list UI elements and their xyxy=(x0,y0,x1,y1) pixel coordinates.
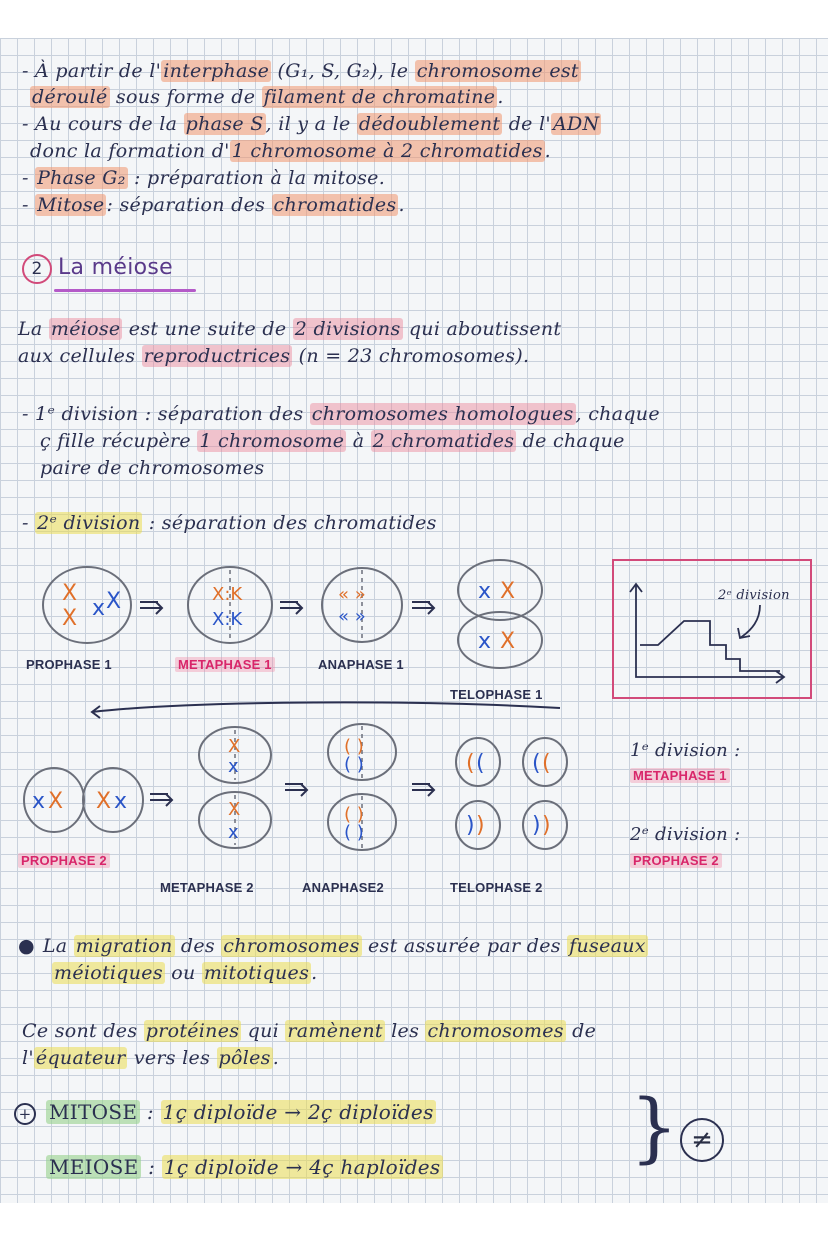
plus-icon: + xyxy=(14,1103,36,1125)
division1-line-1: - 1ᵉ division : séparation des chromosomes homologues , chaque xyxy=(22,403,660,425)
summary-meiose: MEIOSE : 1ç diploïde → 4ç haploïdes xyxy=(46,1155,443,1179)
label-prophase1: PROPHASE 1 xyxy=(26,657,112,672)
section-title: 2 La méiose xyxy=(22,254,173,284)
side-division1-value: METAPHASE 1 xyxy=(630,768,730,783)
svg-text:« »: « » xyxy=(338,606,366,627)
svg-text:x: x xyxy=(228,756,239,777)
svg-text:X: X xyxy=(228,799,241,820)
meiose-definition-line-2: aux cellules reproductrices (n = 23 chromosomes). xyxy=(18,345,530,367)
intro-line-3: - Au cours de la phase S , il y a le dédoublement de l' ADN xyxy=(22,113,600,135)
summary-mitose: + MITOSE : 1ç diploïde → 2ç diploïdes xyxy=(14,1100,436,1125)
label-telophase2: TELOPHASE 2 xyxy=(450,880,543,895)
division2-line: - 2ᵉ division : séparation des chromatides xyxy=(22,512,437,534)
svg-text:x: x xyxy=(228,822,239,843)
svg-text:( ): ( ) xyxy=(344,736,364,757)
label-metaphase2: METAPHASE 2 xyxy=(160,880,254,895)
intro-line-6: - Mitose : séparation des chromatides . xyxy=(22,194,405,216)
intro-line-2: déroulé sous forme de filament de chromatine . xyxy=(32,86,504,108)
svg-text:(: ( xyxy=(466,751,475,776)
side-division2-value: PROPHASE 2 xyxy=(630,853,722,868)
svg-text:X:K: X:K xyxy=(212,609,243,630)
svg-text:( ): ( ) xyxy=(344,822,364,843)
svg-text:X: X xyxy=(62,606,78,631)
label-anaphase1: ANAPHASE 1 xyxy=(318,657,404,672)
proteins-line-1: Ce sont des protéines qui ramènent les chromosomes de xyxy=(22,1020,597,1042)
svg-text:X: X xyxy=(96,789,112,814)
svg-text:): ) xyxy=(466,813,475,838)
svg-text:): ) xyxy=(542,813,551,838)
svg-text:« »: « » xyxy=(338,584,366,605)
svg-text:x: x xyxy=(478,629,492,654)
svg-text:(: ( xyxy=(542,751,551,776)
label-anaphase2: ANAPHASE2 xyxy=(302,880,384,895)
svg-text:x: x xyxy=(478,579,492,604)
not-equal-icon: ≠ xyxy=(680,1118,724,1162)
svg-text:(: ( xyxy=(476,751,485,776)
migration-line-1: ● La migration des chromosomes est assurée par des fuseaux xyxy=(18,935,646,957)
graph-label: 2ᵉ division xyxy=(718,588,790,603)
summary-brace: } xyxy=(630,1082,679,1171)
intro-line-1: - À partir de l' interphase (G₁, S, G₂), le chromosome est xyxy=(22,60,579,82)
label-prophase2: PROPHASE 2 xyxy=(18,853,110,868)
division1-line-3: paire de chromosomes xyxy=(40,457,265,479)
svg-text:X: X xyxy=(62,581,78,606)
side-division2: 2ᵉ division : xyxy=(630,824,741,845)
migration-line-2: méiotiques ou mitotiques . xyxy=(54,962,318,984)
svg-text:X:K: X:K xyxy=(212,584,243,605)
svg-text:): ) xyxy=(476,813,485,838)
svg-text:( ): ( ) xyxy=(344,754,364,775)
division1-line-2: ç fille récupère 1 chromosome à 2 chromatides de chaque xyxy=(40,430,625,452)
svg-text:x: x xyxy=(114,789,128,814)
label-telophase1: TELOPHASE 1 xyxy=(450,687,543,702)
svg-text:X: X xyxy=(500,579,516,604)
intro-line-5: - Phase G₂ : préparation à la mitose. xyxy=(22,167,386,189)
meiose-definition-line-1: La méiose est une suite de 2 divisions qui aboutissent xyxy=(18,318,562,340)
section-number: 2 xyxy=(22,254,52,284)
svg-text:x: x xyxy=(92,596,106,621)
svg-text:X: X xyxy=(228,736,241,757)
svg-text:X: X xyxy=(48,789,64,814)
intro-line-4: donc la formation d' 1 chromosome à 2 chromatides . xyxy=(30,140,552,162)
proteins-line-2: l' équateur vers les pôles . xyxy=(22,1047,280,1069)
svg-text:X: X xyxy=(106,589,122,614)
svg-text:X: X xyxy=(500,629,516,654)
svg-text:): ) xyxy=(532,813,541,838)
svg-text:(: ( xyxy=(532,751,541,776)
svg-text:x: x xyxy=(32,789,46,814)
side-division1: 1ᵉ division : xyxy=(630,740,741,761)
svg-text:( ): ( ) xyxy=(344,804,364,825)
label-metaphase1: METAPHASE 1 xyxy=(175,657,275,672)
